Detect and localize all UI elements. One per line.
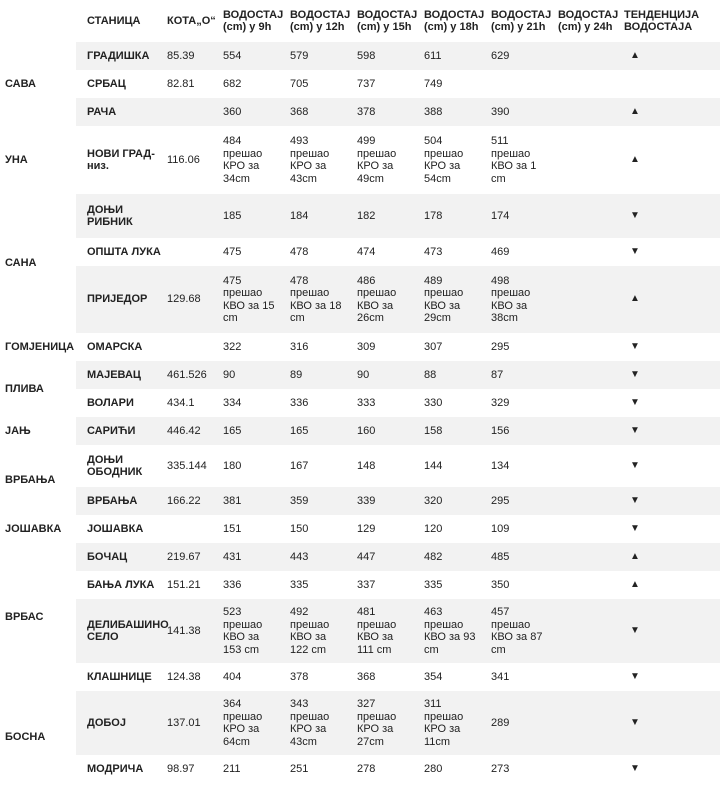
station-name: САРИЋИ	[76, 417, 162, 445]
station-name: ДОЊИ ОБОДНИК	[87, 453, 143, 478]
level-18h-cell: 611	[419, 42, 486, 70]
river-name: ЈАЊ	[0, 417, 76, 445]
kota-cell: 166.22	[162, 487, 218, 515]
level-9h-cell: 336	[223, 578, 242, 591]
river-name: УНА	[0, 126, 76, 194]
table-row	[0, 194, 720, 238]
level-18h-cell: 330	[424, 396, 443, 409]
kota-cell: 129.68	[162, 266, 218, 333]
level-12h-cell: 705	[290, 77, 309, 90]
level-9h-cell: 165	[218, 417, 285, 445]
level-9h-cell: 364 прешао КРО за 64cm	[218, 691, 285, 755]
level-15h-cell: 486 прешао КВО за 26cm	[352, 266, 419, 333]
level-24h-cell	[553, 487, 619, 515]
trend-down-icon: ▼	[619, 487, 720, 515]
level-15h-cell: 481 прешао КВО за 111 cm	[352, 599, 419, 663]
level-15h-cell: 339	[352, 487, 419, 515]
header-level-24h: ВОДОСТАЈ (cm) у 24h	[558, 8, 619, 33]
level-21h-cell: 289	[486, 691, 553, 755]
level-18h-cell: 388	[419, 98, 486, 126]
header-level-12h: ВОДОСТАЈ (cm) у 12h	[290, 8, 351, 33]
trend-up-icon: ▲	[630, 578, 640, 590]
river-name: БОСНА	[0, 691, 76, 783]
level-12h-cell: 493 прешао КРО за 43cm	[290, 135, 330, 185]
table-row	[0, 389, 720, 417]
trend-down-icon: ▼	[619, 691, 720, 755]
kota-cell: 85.39	[162, 42, 218, 70]
river-name: ВРБАС	[0, 543, 76, 691]
level-18h-cell: 463 прешао КВО за 93 cm	[419, 599, 486, 663]
level-15h-cell: 182	[352, 194, 419, 238]
level-12h-cell: 492 прешао КВО за 122 cm	[285, 599, 352, 663]
level-15h-cell: 474	[357, 245, 376, 258]
level-12h-cell: 89	[285, 361, 352, 389]
level-21h-cell	[486, 70, 553, 98]
level-12h-cell: 478	[290, 245, 309, 258]
header-river	[0, 0, 76, 42]
table-row	[0, 42, 720, 70]
level-18h-cell: 280	[424, 762, 443, 775]
level-21h-cell: 273	[491, 762, 510, 775]
level-9h-cell: 404	[223, 670, 242, 683]
river-name: ГОМЈЕНИЦА	[0, 333, 76, 361]
level-9h-cell: 381	[218, 487, 285, 515]
level-9h-cell: 484 прешао КРО за 34cm	[223, 135, 263, 185]
table-body	[0, 42, 720, 783]
level-15h-cell: 737	[357, 77, 376, 90]
level-12h-cell: 167	[290, 459, 309, 472]
level-15h-cell: 327 прешао КРО за 27cm	[352, 691, 419, 755]
level-15h-cell: 278	[357, 762, 376, 775]
table-row	[0, 333, 720, 361]
table-row	[0, 755, 720, 783]
station-name: ВРБАЊА	[76, 487, 162, 515]
trend-down-icon: ▼	[619, 599, 720, 663]
table-row	[0, 70, 720, 98]
kota-cell: 116.06	[167, 153, 200, 166]
level-15h-cell: 598	[352, 42, 419, 70]
level-24h-cell	[553, 126, 619, 194]
level-12h-cell: 150	[290, 522, 309, 535]
table-row	[0, 543, 720, 571]
level-21h-cell: 485	[486, 543, 553, 571]
level-24h-cell	[553, 389, 619, 417]
level-18h-cell: 354	[424, 670, 443, 683]
table-row	[0, 238, 720, 266]
level-24h-cell	[553, 417, 619, 445]
level-15h-cell: 368	[357, 670, 376, 683]
level-24h-cell	[553, 238, 619, 266]
trend-down-icon: ▼	[619, 194, 720, 238]
level-24h-cell	[553, 266, 619, 333]
trend-cell	[619, 70, 720, 98]
level-12h-cell: 378	[290, 670, 309, 683]
station-name: НОВИ ГРАД- низ.	[87, 147, 155, 172]
station-name: ГРАДИШКА	[76, 42, 162, 70]
level-12h-cell: 359	[285, 487, 352, 515]
kota-cell: 434.1	[167, 396, 195, 409]
header-row	[0, 0, 720, 42]
level-18h-cell: 482	[419, 543, 486, 571]
header-level-9h: ВОДОСТАЈ (cm) у 9h	[223, 8, 284, 33]
level-21h-cell: 329	[491, 396, 510, 409]
trend-up-icon: ▲	[619, 42, 720, 70]
kota-cell: 124.38	[167, 670, 201, 683]
level-24h-cell	[553, 663, 619, 691]
table-row	[0, 515, 720, 543]
level-18h-cell: 144	[424, 459, 443, 472]
station-name: ЈОШАВКА	[87, 522, 144, 535]
level-24h-cell	[553, 333, 619, 361]
level-15h-cell: 499 прешао КРО за 49cm	[357, 135, 397, 185]
station-name: СРБАЦ	[87, 77, 126, 90]
kota-cell	[162, 515, 218, 543]
level-9h-cell: 554	[218, 42, 285, 70]
station-name: КЛАШНИЦЕ	[87, 670, 152, 683]
level-18h-cell: 473	[424, 245, 443, 258]
station-name: БОЧАЦ	[76, 543, 162, 571]
level-18h-cell: 335	[424, 578, 443, 591]
trend-down-icon: ▼	[630, 245, 640, 257]
station-name: РАЧА	[76, 98, 162, 126]
kota-cell: 137.01	[162, 691, 218, 755]
level-24h-cell	[553, 755, 619, 783]
level-21h-cell: 457 прешао КВО за 87 cm	[486, 599, 553, 663]
level-9h-cell: 151	[223, 522, 242, 535]
level-9h-cell: 185	[218, 194, 285, 238]
level-21h-cell: 469	[491, 245, 510, 258]
level-9h-cell: 475	[223, 245, 242, 258]
table-row	[0, 691, 720, 755]
header-station: СТАНИЦА	[87, 14, 141, 27]
kota-cell: 219.67	[162, 543, 218, 571]
trend-down-icon: ▼	[619, 417, 720, 445]
level-21h-cell: 156	[486, 417, 553, 445]
trend-down-icon: ▼	[630, 670, 640, 682]
header-trend: ТЕНДЕНЦИЈА ВОДОСТАЈА	[624, 8, 700, 33]
level-12h-cell: 335	[290, 578, 309, 591]
header-kota: КОТА„О“	[167, 14, 216, 27]
table-row	[0, 417, 720, 445]
level-12h-cell: 316	[290, 340, 309, 353]
level-24h-cell	[553, 361, 619, 389]
level-21h-cell: 341	[491, 670, 510, 683]
trend-up-icon: ▲	[619, 98, 720, 126]
kota-cell	[162, 238, 218, 266]
station-name: ОПШТА ЛУКА	[87, 245, 161, 258]
level-18h-cell: 88	[419, 361, 486, 389]
level-21h-cell: 511 прешао КВО за 1 cm	[491, 135, 537, 185]
trend-down-icon: ▼	[630, 340, 640, 352]
header-level-18h: ВОДОСТАЈ (cm) у 18h	[424, 8, 485, 33]
level-9h-cell: 334	[223, 396, 242, 409]
level-21h-cell: 498 прешао КВО за 38cm	[486, 266, 553, 333]
level-18h-cell: 120	[424, 522, 443, 535]
level-15h-cell: 309	[357, 340, 376, 353]
level-9h-cell: 322	[223, 340, 242, 353]
trend-up-icon: ▲	[630, 153, 640, 165]
level-24h-cell	[553, 42, 619, 70]
level-12h-cell: 184	[285, 194, 352, 238]
level-15h-cell: 90	[352, 361, 419, 389]
river-name: ВРБАЊА	[0, 445, 76, 515]
level-15h-cell: 447	[352, 543, 419, 571]
trend-down-icon: ▼	[619, 361, 720, 389]
kota-cell	[162, 333, 218, 361]
level-21h-cell: 629	[486, 42, 553, 70]
kota-cell: 82.81	[167, 77, 195, 90]
level-21h-cell: 350	[491, 578, 510, 591]
trend-down-icon: ▼	[630, 522, 640, 534]
level-18h-cell: 489 прешао КВО за 29cm	[419, 266, 486, 333]
level-15h-cell: 129	[357, 522, 376, 535]
trend-up-icon: ▲	[619, 543, 720, 571]
level-9h-cell: 682	[223, 77, 242, 90]
station-name: ПРИЈЕДОР	[76, 266, 162, 333]
station-name: МАЈЕВАЦ	[76, 361, 162, 389]
level-18h-cell: 178	[419, 194, 486, 238]
river-name: САВА	[0, 42, 76, 126]
level-21h-cell: 134	[491, 459, 510, 472]
level-9h-cell: 475 прешао КВО за 15 cm	[218, 266, 285, 333]
table-row	[0, 126, 720, 194]
level-9h-cell: 523 прешао КВО за 153 cm	[218, 599, 285, 663]
table-row	[0, 571, 720, 599]
level-24h-cell	[553, 571, 619, 599]
trend-down-icon: ▼	[630, 459, 640, 471]
level-21h-cell: 295	[491, 340, 510, 353]
station-name: ВОЛАРИ	[87, 396, 134, 409]
level-24h-cell	[553, 599, 619, 663]
station-name: ДЕЛИБАШИНО СЕЛО	[76, 599, 162, 663]
station-name: ДОЊИ РИБНИК	[76, 194, 162, 238]
level-21h-cell: 390	[486, 98, 553, 126]
kota-cell: 141.38	[162, 599, 218, 663]
level-24h-cell	[553, 515, 619, 543]
river-name: САНА	[0, 194, 76, 333]
kota-cell	[162, 98, 218, 126]
level-15h-cell: 378	[352, 98, 419, 126]
header-level-21h: ВОДОСТАЈ (cm) у 21h	[491, 8, 552, 33]
level-24h-cell	[553, 70, 619, 98]
kota-cell: 98.97	[167, 762, 195, 775]
kota-cell: 461.526	[162, 361, 218, 389]
level-21h-cell: 87	[486, 361, 553, 389]
trend-down-icon: ▼	[630, 396, 640, 408]
level-12h-cell: 343 прешао КРО за 43cm	[285, 691, 352, 755]
level-21h-cell: 174	[486, 194, 553, 238]
kota-cell	[162, 194, 218, 238]
level-24h-cell	[553, 543, 619, 571]
station-name: БАЊА ЛУКА	[87, 578, 155, 591]
level-9h-cell: 180	[223, 459, 242, 472]
level-18h-cell: 749	[424, 77, 443, 90]
level-18h-cell: 504 прешао КРО за 54cm	[424, 135, 464, 185]
level-18h-cell: 320	[419, 487, 486, 515]
level-24h-cell	[553, 445, 619, 487]
level-15h-cell: 148	[357, 459, 376, 472]
level-12h-cell: 368	[285, 98, 352, 126]
level-24h-cell	[553, 691, 619, 755]
level-9h-cell: 90	[218, 361, 285, 389]
river-name: ЈОШАВКА	[0, 515, 76, 543]
level-24h-cell	[553, 194, 619, 238]
level-15h-cell: 337	[357, 578, 376, 591]
trend-up-icon: ▲	[619, 266, 720, 333]
table-row	[0, 487, 720, 515]
level-9h-cell: 431	[218, 543, 285, 571]
kota-cell: 151.21	[167, 578, 201, 591]
level-21h-cell: 295	[486, 487, 553, 515]
kota-cell: 335.144	[167, 459, 207, 472]
level-12h-cell: 478 прешао КВО за 18 cm	[285, 266, 352, 333]
table-row	[0, 445, 720, 487]
level-12h-cell: 336	[290, 396, 309, 409]
table-row	[0, 599, 720, 663]
level-15h-cell: 160	[352, 417, 419, 445]
station-name: ДОБОЈ	[76, 691, 162, 755]
level-9h-cell: 211	[223, 762, 241, 775]
level-21h-cell: 109	[491, 522, 510, 535]
level-18h-cell: 311 прешао КРО за 11cm	[419, 691, 486, 755]
level-18h-cell: 307	[424, 340, 443, 353]
level-12h-cell: 579	[285, 42, 352, 70]
header-level-15h: ВОДОСТАЈ (cm) у 15h	[357, 8, 418, 33]
table-row	[0, 663, 720, 691]
level-9h-cell: 360	[218, 98, 285, 126]
level-12h-cell: 165	[285, 417, 352, 445]
table-row	[0, 98, 720, 126]
level-12h-cell: 443	[285, 543, 352, 571]
level-12h-cell: 251	[290, 762, 309, 775]
table-row	[0, 361, 720, 389]
table-row	[0, 266, 720, 333]
station-name: ОМАРСКА	[87, 340, 143, 353]
level-18h-cell: 158	[419, 417, 486, 445]
kota-cell: 446.42	[162, 417, 218, 445]
level-24h-cell	[553, 98, 619, 126]
level-15h-cell: 333	[357, 396, 376, 409]
trend-down-icon: ▼	[630, 762, 640, 774]
station-name: МОДРИЧА	[87, 762, 144, 775]
river-name: ПЛИВА	[0, 361, 76, 417]
